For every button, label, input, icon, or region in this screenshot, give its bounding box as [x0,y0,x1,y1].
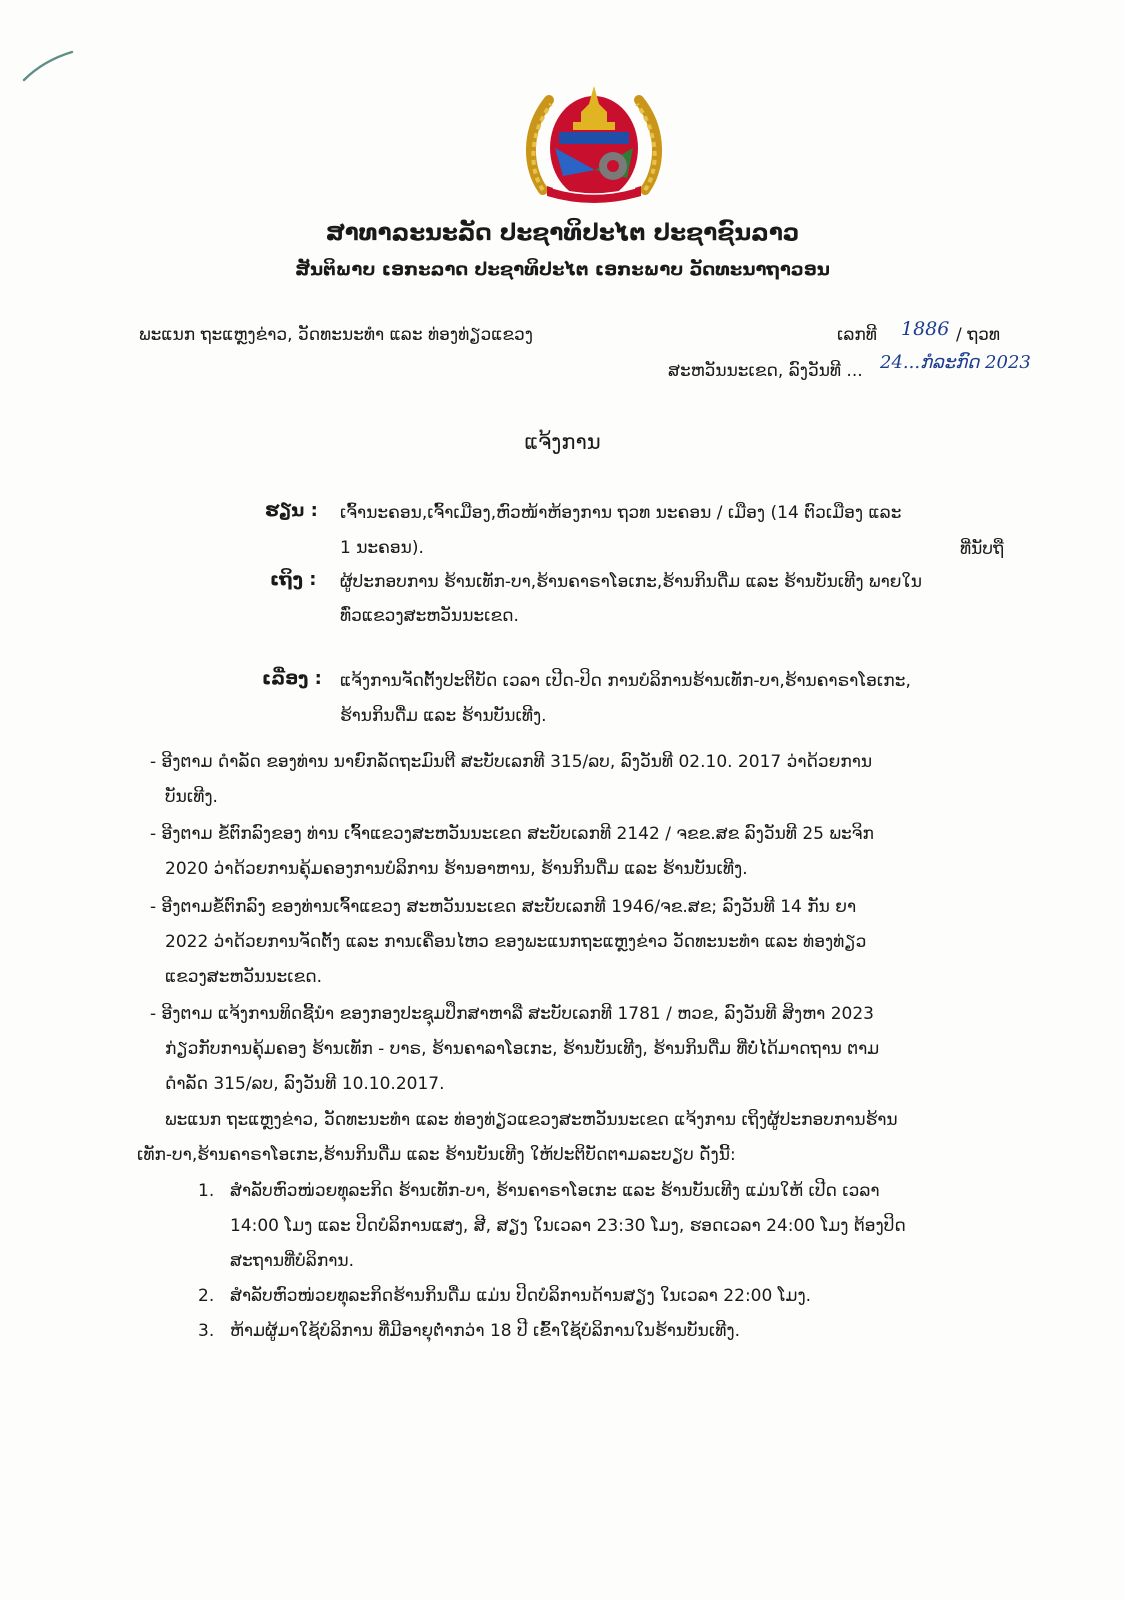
document-title-country: ສາທາລະນະລັດ ປະຊາທິປະໄຕ ປະຊາຊົນລາວ [325,220,800,246]
reference-line: 2020 ວ່າດ້ວຍການຄຸ້ມຄອງການບໍລິການ ຮ້ານອາຫານ, ຮ້ານກິນດື່ມ ແລະ ຮ້ານບັນເທີງ. [165,859,748,879]
to-line: 1 ນະຄອນ). [340,538,424,558]
reference-line: 2022 ວ່າດ້ວຍການຈັດຕັ້ງ ແລະ ການເຄື່ອນໄຫວ ຂອງພະແນກຖະແຫຼງຂ່າວ ວັດທະນະທຳ ແລະ ທ່ອງທ່ຽວ [165,932,867,952]
cc-label: ເຖິງ : [270,569,317,590]
subject-line: ຮ້ານກິນດື່ມ ແລະ ຮ້ານບັນເທີງ. [340,706,547,726]
body-paragraph-line: ພະແນກ ຖະແຫຼງຂ່າວ, ວັດທະນະທຳ ແລະ ທ່ອງທ່ຽວແຂວງສະຫວັນນະເຂດ ແຈ້ງການ ເຖິງຜູ້ປະກອບການຮ້ານ [165,1110,898,1130]
document-title-motto: ສັນຕິພາບ ເອກະລາດ ປະຊາທິປະໄຕ ເອກະພາບ ວັດທະນາຖາວອນ [295,259,830,280]
date-label: ສະຫວັນນະເຂດ, ລົງວັນທີ ... [668,361,863,381]
list-item-line: ສຳລັບຫົວໜ່ວຍທຸລະກິດ ຮ້ານເທັກ-ບາ, ຮ້ານຄາຣາໂອເກະ ແລະ ຮ້ານບັນເທີງ ແມ່ນໃຫ້ ເປີດ ເວລາ [230,1181,880,1201]
list-item-line: 14:00 ໂມງ ແລະ ປິດບໍລິການແສງ, ສີ, ສຽງ ໃນເວລາ 23:30 ໂມງ, ຮອດເວລາ 24:00 ໂມງ ຕ້ອງປິດ [230,1216,906,1236]
cc-line: ທົ່ວແຂວງສະຫວັນນະເຂດ. [340,606,519,626]
list-item-number: 3. [198,1321,215,1341]
list-item-number: 2. [198,1286,215,1306]
document-number-suffix: / ຖວທ [956,325,1000,345]
pen-stroke-mark [22,50,74,84]
list-item-line: ສຳລັບຫົວໜ່ວຍທຸລະກິດຮ້ານກິນດື່ມ ແມ່ນ ປິດບໍລິການດ້ານສຽງ ໃນເວລາ 22:00 ໂມງ. [230,1286,812,1306]
issuing-department: ພະແນກ ຖະແຫຼງຂ່າວ, ວັດທະນະທຳ ແລະ ທ່ອງທ່ຽວແຂວງ [139,325,533,345]
reference-line: ແຂວງສະຫວັນນະເຂດ. [165,967,323,987]
to-label: ຮຽນ : [265,500,318,521]
national-emblem-icon [523,78,665,208]
subject-line: ແຈ້ງການຈັດຕັ້ງປະຕິບັດ ເວລາ ເປີດ-ປິດ ການບໍລິການຮ້ານເທັກ-ບາ,ຮ້ານຄາຣາໂອເກະ, [340,671,911,691]
reference-line: - ອີງຕາມຂໍ້ຕົກລົງ ຂອງທ່ານເຈົ້າແຂວງ ສະຫວັນນະເຂດ ສະບັບເລກທີ 1946/ຈຂ.ສຂ; ລົງວັນທີ 14 ກັນ ຍາ [150,897,857,917]
document-number-label: ເລກທີ [837,325,877,345]
document-number-handwritten: 1886 [901,318,950,340]
list-item-line: ຫ້າມຜູ້ມາໃຊ້ບໍລິການ ທີ່ມີອາຍຸຕໍ່າກວ່າ 18 ປີ ເຂົ້າໃຊ້ບໍລິການໃນຮ້ານບັນເທີງ. [230,1321,740,1341]
reference-line: ດຳລັດ 315/ລບ, ລົງວັນທີ 10.10.2017. [165,1074,445,1094]
list-item-number: 1. [198,1181,215,1201]
reference-line: - ອີງຕາມ ດຳລັດ ຂອງທ່ານ ນາຍົກລັດຖະມົນຕີ ສະບັບເລກທີ 315/ລບ, ລົງວັນທີ 02.10. 2017 ວ່າດ້ວຍການ [150,752,873,772]
date-handwritten: 24...ກໍລະກົດ 2023 [880,352,1031,373]
reference-line: - ອີງຕາມ ຂໍ້ຕົກລົງຂອງ ທ່ານ ເຈົ້າແຂວງສະຫວັນນະເຂດ ສະບັບເລກທີ 2142 / ຈຂຂ.ສຂ ລົງວັນທີ 25 ພະຈິກ [150,824,874,844]
body-paragraph-line: ເທັກ-ບາ,ຮ້ານຄາຣາໂອເກະ,ຮ້ານກິນດື່ມ ແລະ ຮ້ານບັນເທີງ ໃຫ້ປະຕິບັດຕາມລະບຽບ ດັ່ງນີ້: [137,1145,736,1165]
reference-line: ກ່ຽວກັບການຄຸ້ມຄອງ ຮ້ານເທັກ - ບາຣ, ຮ້ານຄາລາໂອເກະ, ຮ້ານບັນເທີງ, ຮ້ານກິນດື່ມ ທີ່ບໍ່ໄດ້ມາດຖານ ຕາມ [165,1039,880,1059]
subject-label: ເລື່ອງ : [262,668,322,689]
respect-text: ທີ່ນັບຖື [960,539,1004,559]
document-heading: ແຈ້ງການ [524,430,601,454]
reference-line: - ອີງຕາມ ແຈ້ງການທິດຊີ້ນຳ ຂອງກອງປະຊຸມປຶກສາຫາລື ສະບັບເລກທີ 1781 / ຫວຂ, ລົງວັນທີ ສິງຫາ 2023 [150,1004,874,1024]
cc-line: ຜູ້ປະກອບການ ຮ້ານເທັກ-ບາ,ຮ້ານຄາຣາໂອເກະ,ຮ້ານກິນດື່ມ ແລະ ຮ້ານບັນເທີງ ພາຍໃນ [340,572,922,592]
to-line: ເຈົ້ານະຄອນ,ເຈົ້າເມືອງ,ຫົວໜ້າຫ້ອງການ ຖວທ ນະຄອນ / ເມືອງ (14 ຕົວເມືອງ ແລະ [340,503,902,523]
list-item-line: ສະຖານທີ່ບໍລິການ. [230,1251,354,1271]
reference-line: ບັນເທີງ. [165,787,218,807]
